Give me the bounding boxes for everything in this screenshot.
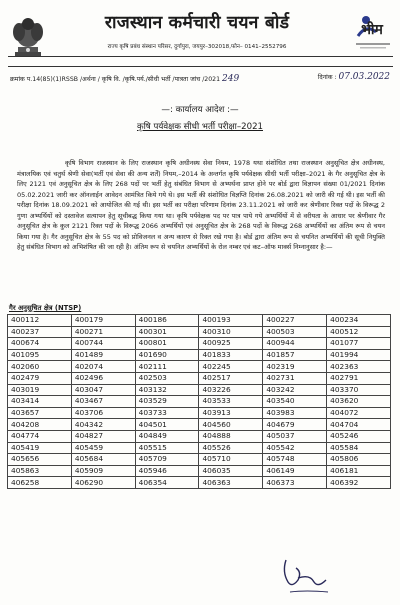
roll-number-cell: 403226: [199, 384, 263, 396]
roll-number-cell: 405515: [135, 442, 199, 454]
roll-number-cell: 403657: [8, 407, 72, 419]
roll-number-cell: 403620: [327, 396, 391, 408]
roll-number-cell: 404208: [8, 419, 72, 431]
table-row: [8, 419, 391, 431]
roll-number-cell: 405459: [71, 442, 135, 454]
roll-number-cell: 403242: [263, 384, 327, 396]
table-row: [8, 338, 391, 350]
table-row: [8, 372, 391, 384]
roll-number-cell: 403540: [263, 396, 327, 408]
roll-number-cell: 400301: [135, 326, 199, 338]
roll-number-cell: 404679: [263, 419, 327, 431]
roll-number-cell: 402496: [71, 372, 135, 384]
roll-number-cell: 406392: [327, 477, 391, 489]
roll-number-cell: 402479: [8, 372, 72, 384]
roll-number-cell: 405037: [263, 430, 327, 442]
roll-number-cell: 405709: [135, 454, 199, 466]
page-title: राजस्थान कर्मचारी चयन बोर्ड: [104, 13, 290, 33]
roll-number-cell: 400179: [71, 315, 135, 327]
table-row: [8, 396, 391, 408]
table-row: [8, 384, 391, 396]
roll-number-cell: 404849: [135, 430, 199, 442]
office-address: राज्य कृषि प्रबंध संस्थान परिसर, दुर्गापुरा, जयपुर–302018,फोन– 0141–2552796: [107, 44, 287, 50]
roll-number-cell: 400674: [8, 338, 72, 350]
roll-number-cell: 403467: [71, 396, 135, 408]
roll-number-cell: 400234: [327, 315, 391, 327]
roll-number-cell: 405526: [199, 442, 263, 454]
roll-number-cell: 401077: [327, 338, 391, 350]
roll-number-cell: 406290: [71, 477, 135, 489]
roll-number-cell: 403983: [263, 407, 327, 419]
roll-number-cell: 401095: [8, 349, 72, 361]
roll-number-cell: 404774: [8, 430, 72, 442]
roll-number-cell: 402245: [199, 361, 263, 373]
roll-number-cell: 403047: [71, 384, 135, 396]
roll-number-cell: 406181: [327, 465, 391, 477]
roll-number-cell: 406354: [135, 477, 199, 489]
reference-line: [10, 74, 390, 84]
roll-number-cell: 402074: [71, 361, 135, 373]
roll-number-cell: 402111: [135, 361, 199, 373]
roll-number-cell: 400186: [135, 315, 199, 327]
roll-number-cell: 403533: [199, 396, 263, 408]
signature-icon: [276, 552, 340, 596]
roll-number-cell: 400310: [199, 326, 263, 338]
table-row: [8, 407, 391, 419]
roll-number-cell: 400503: [263, 326, 327, 338]
roll-number-cell: 404888: [199, 430, 263, 442]
roll-number-cell: 405710: [199, 454, 263, 466]
table-row: [8, 361, 391, 373]
roll-number-cell: 404342: [71, 419, 135, 431]
date-handwritten: 07.03.2022: [338, 72, 390, 82]
roll-number-cell: 402060: [8, 361, 72, 373]
section-heading: गैर अनुसूचित क्षेत्र (NTSP): [9, 304, 82, 312]
roll-number-cell: 405748: [263, 454, 327, 466]
table-row: [8, 454, 391, 466]
roll-number-cell: 405909: [71, 465, 135, 477]
roll-number-cell: 406373: [263, 477, 327, 489]
bhim-logo-text: भीम: [361, 22, 383, 38]
roll-number-table: [7, 314, 391, 489]
roll-number-cell: 406035: [199, 465, 263, 477]
roll-number-cell: 400227: [263, 315, 327, 327]
body-paragraph: कृषि विभाग राजस्थान के लिए राजस्थान कृषि अधीनस्थ सेवा नियम, 1978 यथा संशोधित तथा राजस्थान अनुसूचित क्षेत्र अधीनस्थ, मंत्रालयिक एवं चतुर्थ श्रेणी सेवा(भर्ती एवं सेवा की अन्य शर्तें) नियम,–2014 के अन्तर्गत कृषि पर्यवेक्षक सीधी भर्ती परीक्षा–2021 के गैर अनुसूचित क्षेत्र के लिए 2121 एवं अनुसूचित क्षेत्र के लिए 268 पदों पर भर्ती हेतु संबंधित विभाग से अभ्यर्थना प्राप्त होने पर बोर्ड द्वारा विज्ञापन संख्या 01/2021 दिनांक 05.02.2021 जारी कर ऑनलाईन आवेदन आमंत्रित किये गये थे। इस भर्ती की संशोधित विज्ञप्ति दिनांक 26.08.2021 को जारी की गई थी। इस भर्ती की परीक्षा दिनांक 18.09.2021 को आयोजित की गई थी। इस भर्ती का परीक्षा परिणाम दिनांक 23.11.2021 को जारी कर श्रेणीवार रिक्त पदों के विरूद्ध 2 गुणा अभ्यर्थियों को दस्तावेज सत्यापन हेतु सूचीबद्ध किया गया था। कृषि पर्यवेक्षक पद पर पात्र पाये गये अभ्यर्थियों में से वरीयता के आधार पर श्रेणीवार गैर अनुसूचित क्षेत्र के कुल 2121 रिक्त पदों के विरूद्ध 2066 अभ्यर्थियों एवं अनुसूचित क्षेत्र के 268 पदों के विरूद्ध 268 अभ्यर्थियों का अंतिम रूप से चयन किया गया है। गैर अनुसूचित क्षेत्र के 55 पद को प्रोविजनल व अन्य कारण से रिक्त रखे गया है। बोर्ड द्वारा अंतिम रूप से चयनित अभ्यर्थियों की सूची नियुक्ति हेतु संबंधित विभाग को अभिशंषित की जा रही है। अंतिम रूप से चयनित अभ्यर्थियों के रोल नम्बर एवं कट–ऑफ मार्क्स निम्नानुसार है:—: [17, 159, 385, 251]
roll-number-cell: 405656: [8, 454, 72, 466]
roll-number-cell: 403132: [135, 384, 199, 396]
roll-number-cell: 400801: [135, 338, 199, 350]
roll-number-cell: 403733: [135, 407, 199, 419]
header-divider-lower: [8, 66, 393, 67]
roll-number-cell: 400271: [71, 326, 135, 338]
date-label: दिनांक :: [317, 74, 337, 81]
roll-number-cell: 405863: [8, 465, 72, 477]
roll-number-cell: 405246: [327, 430, 391, 442]
roll-number-cell: 405946: [135, 465, 199, 477]
roll-number-cell: 405419: [8, 442, 72, 454]
roll-number-cell: 402319: [263, 361, 327, 373]
roll-number-cell: 403913: [199, 407, 263, 419]
bhim-logo-icon: [352, 10, 394, 54]
roll-number-cell: 400744: [71, 338, 135, 350]
roll-number-cell: 404501: [135, 419, 199, 431]
roll-number-cell: 402503: [135, 372, 199, 384]
roll-number-cell: 403706: [71, 407, 135, 419]
roll-number-cell: 402363: [327, 361, 391, 373]
roll-number-cell: 400512: [327, 326, 391, 338]
roll-number-cell: 405542: [263, 442, 327, 454]
roll-number-cell: 402517: [199, 372, 263, 384]
roll-number-cell: 402791: [327, 372, 391, 384]
table-row: [8, 326, 391, 338]
reference-number: क्रमांक प.14(85)(1)RSSB /अर्थना / कृषि वि. /कृषि.पर्य./सीधी भर्ती /पात्रता जांच /2021: [10, 76, 221, 83]
roll-number-cell: 400944: [263, 338, 327, 350]
roll-number-cell: 404072: [327, 407, 391, 419]
roll-number-cell: 403414: [8, 396, 72, 408]
roll-number-cell: 400112: [8, 315, 72, 327]
roll-number-cell: 404704: [327, 419, 391, 431]
roll-number-cell: 403019: [8, 384, 72, 396]
table-row: [8, 477, 391, 489]
roll-number-cell: 400925: [199, 338, 263, 350]
reference-date: [318, 72, 390, 82]
roll-number-cell: 404560: [199, 419, 263, 431]
office-order-heading: —: कार्यालय आदेश :—: [161, 105, 239, 115]
roll-number-cell: 405584: [327, 442, 391, 454]
roll-number-cell: 403529: [135, 396, 199, 408]
roll-number-cell: 401690: [135, 349, 199, 361]
table-row: [8, 465, 391, 477]
roll-number-cell: 404827: [71, 430, 135, 442]
table-row: [8, 430, 391, 442]
ashoka-emblem-icon: [7, 12, 49, 62]
roll-number-cell: 403370: [327, 384, 391, 396]
roll-number-cell: 406149: [263, 465, 327, 477]
table-row: [8, 442, 391, 454]
roll-number-cell: 400193: [199, 315, 263, 327]
roll-number-cell: 405806: [327, 454, 391, 466]
roll-number-cell: 400237: [8, 326, 72, 338]
roll-number-cell: 401857: [263, 349, 327, 361]
roll-number-cell: 401833: [199, 349, 263, 361]
roll-number-cell: 406258: [8, 477, 72, 489]
roll-number-cell: 406363: [199, 477, 263, 489]
subject-heading: कृषि पर्यवेक्षक सीधी भर्ती परीक्षा–2021: [136, 122, 263, 132]
roll-number-cell: 401489: [71, 349, 135, 361]
roll-number-cell: 401994: [327, 349, 391, 361]
header-divider: [8, 56, 393, 57]
reference-handwritten-number: 249: [222, 74, 240, 84]
roll-number-cell: 402731: [263, 372, 327, 384]
table-row: [8, 315, 391, 327]
table-row: [8, 349, 391, 361]
roll-number-cell: 405684: [71, 454, 135, 466]
